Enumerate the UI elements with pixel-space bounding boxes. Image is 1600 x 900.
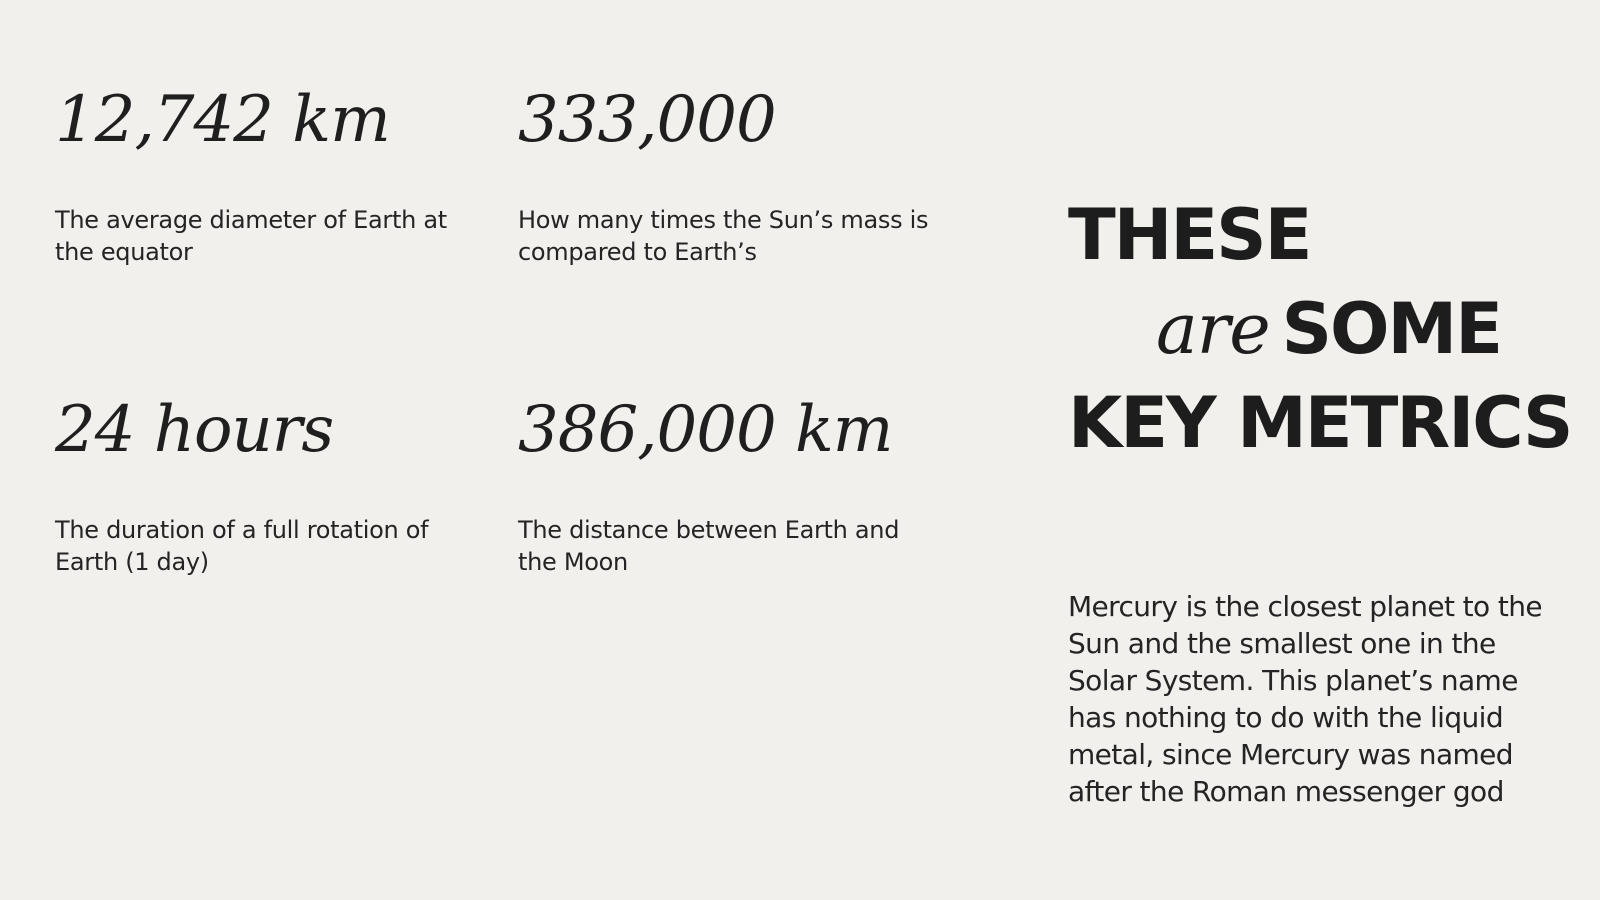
metric-sun-mass — [518, 83, 938, 268]
metric-value: 12,742 km — [55, 83, 390, 157]
metric-moon-distance — [518, 393, 938, 578]
metric-diameter — [55, 83, 475, 268]
metric-description: The average diameter of Earth at the equator — [55, 206, 447, 266]
metric-rotation — [55, 393, 475, 578]
headline-italic-word: are — [1156, 288, 1270, 370]
metric-value: 24 hours — [55, 393, 334, 467]
body-paragraph: Mercury is the closest planet to the Sun and the smallest one in the Solar System. This planet’s name has nothing to do with the liquid metal, since Mercury was named after the Roman messenger god — [1068, 590, 1543, 808]
metric-description: The duration of a full rotation of Earth (1 day) — [55, 516, 429, 576]
metric-value: 333,000 — [518, 83, 776, 157]
headline-line-3: KEY METRICS — [1068, 382, 1572, 464]
headline-bold-word: SOME — [1281, 288, 1502, 370]
metric-description: The distance between Earth and the Moon — [518, 516, 900, 576]
headline-line-1: THESE — [1068, 194, 1311, 276]
metric-description: How many times the Sun’s mass is compared to Earth’s — [518, 206, 929, 266]
metric-value: 386,000 km — [518, 393, 893, 467]
slide-headline — [1068, 188, 1588, 470]
headline-line-2 — [1068, 282, 1588, 376]
